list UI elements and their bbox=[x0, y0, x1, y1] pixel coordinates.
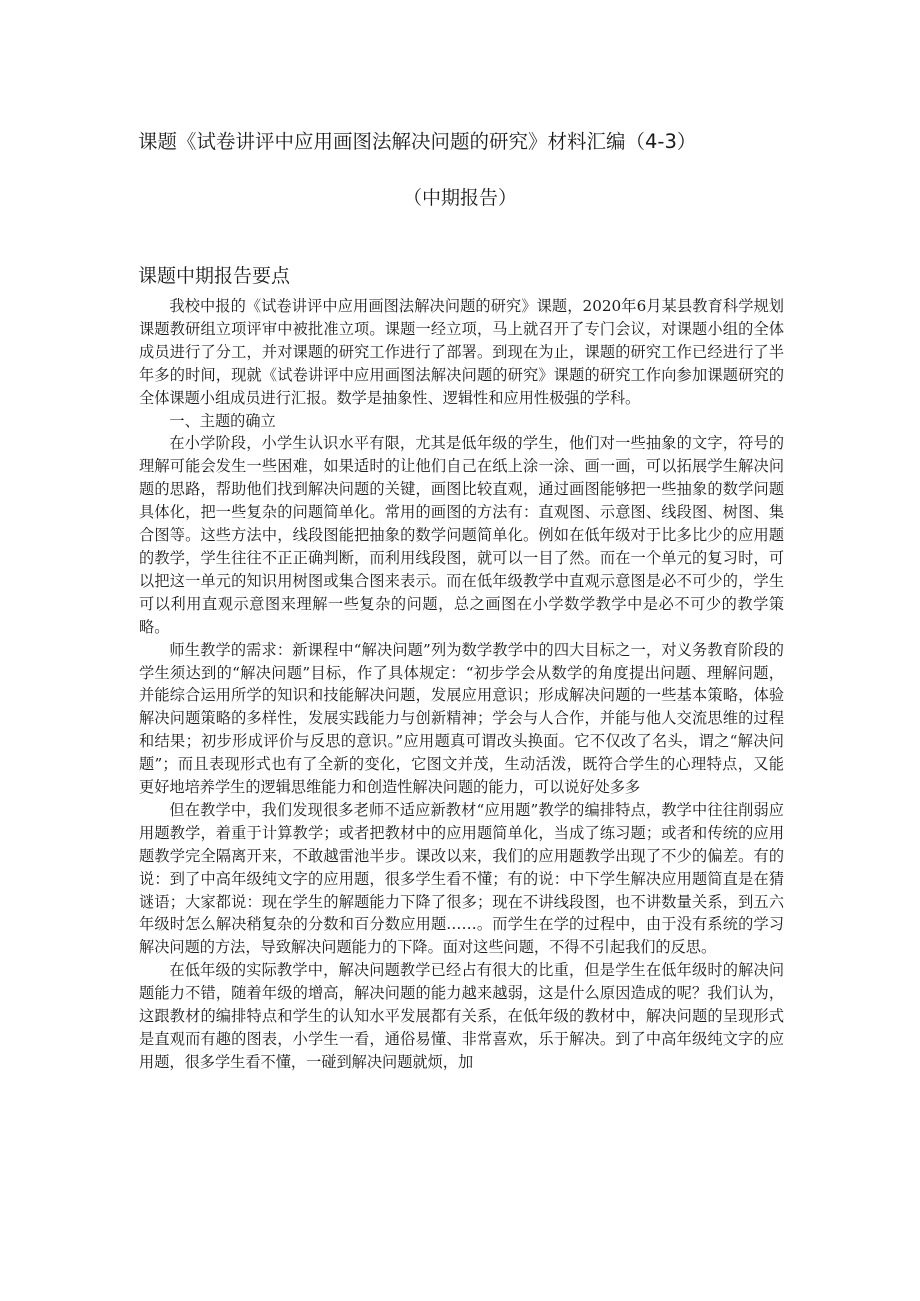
paragraph-low-grade: 在低年级的实际教学中，解决问题教学已经占有很大的比重，但是学生在低年级时的解决问题能力不错，随着年级的增高，解决问题的能力越来越弱，这是什么原因造成的呢？我们认为，这跟教材的编排特点和学生的认知水平发展都有关系，在低年级的教材中，解决问题的呈现形式是直观而有趣的图表，小学生一看，通俗易懂、非常喜欢，乐于解决。到了中高年级纯文字的应用题，很多学生看不懂，一碰到解决问题就烦，加 bbox=[139, 961, 784, 1071]
paragraph-problems: 但在教学中，我们发现很多老师不适应新教材“应用题”教学的编排特点，教学中往往削弱应用题教学，着重于计算教学；或者把教材中的应用题简单化，当成了练习题；或者和传统的应用题教学完全隔离开来，不敢越雷池半步。课改以来，我们的应用题教学出现了不少的偏差。有的说：到了中高年级纯文字的应用题，很多学生看不懂；有的说：中下学生解决应用题简直是在猜谜语；大家都说：现在学生的解题能力下降了很多；现在不讲线段图，也不讲数量关系，到五六年级时怎么解决稍复杂的分数和百分数应用题……。而学生在学的过程中，由于没有系统的学习解决问题的方法，导致解决问题能力的下降。面对这些问题，不得不引起我们的反思。 bbox=[139, 800, 784, 957]
paragraph-needs: 师生教学的需求：新课程中“解决问题”列为数学教学中的四大目标之一，对义务教育阶段的学生须达到的“解决问题”目标，作了具体规定：“初步学会从数学的角度提出问题、理解问题，并能综合运用所学的知识和技能解决问题，发展应用意识；形成解决问题的一些基本策略，体验解决问题策略的多样性，发展实践能力与创新精神；学会与人合作，并能与他人交流思维的过程和结果；初步形成评价与反思的意识。”应用题真可谓改头换面。它不仅改了名头，谓之“解决问题”；而且表现形式也有了全新的变化，它图文并茂，生动活泼，既符合学生的心理特点，又能更好地培养学生的逻辑思维能力和创造性解决问题的能力，可以说好处多多 bbox=[139, 640, 784, 797]
paragraph-intro: 我校中报的《试卷讲评中应用画图法解决问题的研究》课题，2020年6月某县教育科学规划课题教研组立项评审中被批准立项。课题一经立项，马上就召开了专门会议，对课题小组的全体成员进行了分工，并对课题的研究工作进行了部署。到现在为止，课题的研究工作已经进行了半年多的时间，现就《试卷讲评中应用画图法解决问题的研究》课题的研究工作向参加课题研究的全体课题小组成员进行汇报。数学是抽象性、逻辑性和应用性极强的学科。 bbox=[139, 297, 784, 407]
paragraph-theme: 在小学阶段，小学生认识水平有限，尤其是低年级的学生，他们对一些抽象的文字，符号的理解可能会发生一些困难，如果适时的让他们自己在纸上涂一涂、画一画，可以拓展学生解决问题的思路，帮助他们找到解决问题的关键，画图比较直观，通过画图能够把一些抽象的数学问题具体化，把一些复杂的问题简单化。常用的画图的方法有：直观图、示意图、线段图、树图、集合图等。这些方法中，线段图能把抽象的数学问题简单化。例如在低年级对于比多比少的应用题的教学，学生往往不正正确判断，而利用线段图，就可以一目了然。而在一个单元的复习时，可以把这一单元的知识用树图或集合图来表示。而在低年级教学中直观示意图是必不可少的，学生可以利用直观示意图来理解一些复杂的问题，总之画图在小学数学教学中是必不可少的教学策略。 bbox=[139, 434, 784, 636]
section-heading: 课题中期报告要点 bbox=[138, 265, 291, 287]
document-subtitle: （中期报告） bbox=[402, 187, 517, 209]
body-text bbox=[139, 295, 784, 1074]
paragraph-subheading: 一、主题的确立 bbox=[169, 411, 276, 430]
document-title: 课题《试卷讲评中应用画图法解决问题的研究》材料汇编（4-3） bbox=[138, 130, 697, 153]
